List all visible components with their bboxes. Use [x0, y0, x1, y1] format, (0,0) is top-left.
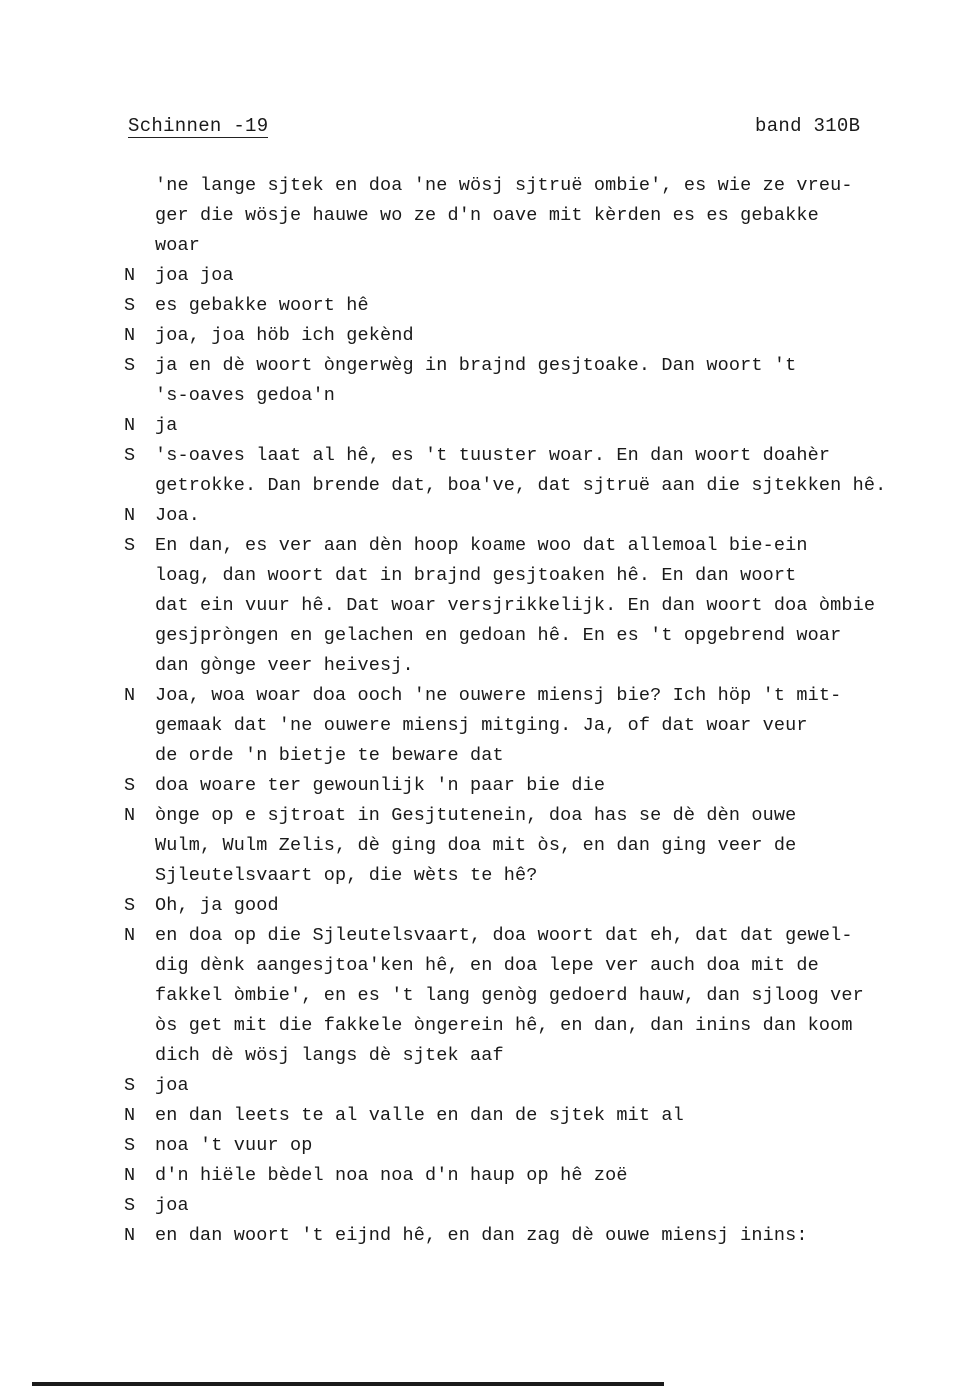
line-text: en dan leets te al valle en dan de sjtek mit al	[155, 1105, 684, 1126]
transcript-line	[124, 381, 954, 411]
speaker-label: S	[124, 775, 136, 796]
transcript-line	[124, 621, 954, 651]
transcript-line	[124, 1041, 954, 1071]
transcript-line	[124, 681, 954, 711]
speaker-label: N	[124, 265, 136, 286]
transcript-line	[124, 1161, 954, 1191]
speaker-label: N	[124, 1225, 136, 1246]
speaker-label	[124, 591, 155, 621]
speaker-label	[124, 981, 155, 1011]
transcript-line	[124, 561, 954, 591]
line-text: Joa.	[155, 505, 201, 526]
speaker-label	[124, 711, 155, 741]
speaker-label	[124, 831, 155, 861]
line-text: doa woare ter gewounlijk 'n paar bie die	[155, 775, 606, 796]
speaker-label: S	[124, 1195, 136, 1216]
line-text: dig dènk aangesjtoa'ken hê, en doa lepe ver auch doa mit de	[155, 955, 819, 976]
line-text: 's-oaves gedoa'n	[155, 385, 336, 406]
bottom-rule	[32, 1382, 664, 1386]
transcript-line	[124, 861, 954, 891]
line-text: òs get mit die fakkele òngerein hê, en dan, dan inins dan koom	[155, 1015, 853, 1036]
speaker-label: N	[124, 1105, 136, 1126]
speaker-label: S	[124, 1075, 136, 1096]
line-text: En dan, es ver aan dèn hoop koame woo dat allemoal bie-ein	[155, 535, 808, 556]
line-text: woar	[155, 235, 201, 256]
speaker-label	[124, 951, 155, 981]
transcript-line	[124, 411, 954, 441]
speaker-label	[124, 741, 155, 771]
line-text: ja	[155, 415, 178, 436]
line-text: dat ein vuur hê. Dat woar versjrikkelijk. En dan woort doa òmbie	[155, 595, 876, 616]
speaker-label: N	[124, 325, 136, 346]
speaker-label	[124, 561, 155, 591]
line-text: de orde 'n bietje te beware dat	[155, 745, 504, 766]
speaker-label	[124, 861, 155, 891]
line-text: joa joa	[155, 265, 234, 286]
transcript-line	[124, 471, 954, 501]
line-text: getrokke. Dan brende dat, boa've, dat sjtruë aan die sjtekken hê.	[155, 475, 887, 496]
speaker-label: N	[124, 685, 136, 706]
line-text: d'n hiële bèdel noa noa d'n haup op hê zoë	[155, 1165, 628, 1186]
line-text: joa	[155, 1075, 189, 1096]
line-text: joa, joa höb ich gekènd	[155, 325, 414, 346]
speaker-label	[124, 651, 155, 681]
transcript-line	[124, 651, 954, 681]
line-text: es gebakke woort hê	[155, 295, 369, 316]
speaker-label	[124, 1041, 155, 1071]
transcript-line	[124, 1131, 954, 1161]
line-text: noa 't vuur op	[155, 1135, 313, 1156]
transcript-line	[124, 321, 954, 351]
transcript-line	[124, 1101, 954, 1131]
speaker-label: N	[124, 415, 136, 436]
speaker-label: N	[124, 1165, 136, 1186]
speaker-label	[124, 471, 155, 501]
speaker-label: S	[124, 445, 136, 466]
transcript-line	[124, 171, 954, 201]
speaker-label: S	[124, 1135, 136, 1156]
speaker-label	[124, 171, 155, 201]
transcript-line	[124, 771, 954, 801]
line-text: 's-oaves laat al hê, es 't tuuster woar. En dan woort doahèr	[155, 445, 831, 466]
speaker-label: S	[124, 895, 136, 916]
line-text: ja en dè woort òngerwèg in brajnd gesjtoake. Dan woort 't	[155, 355, 797, 376]
transcript-line	[124, 891, 954, 921]
line-text: gesjpròngen en gelachen en gedoan hê. En es 't opgebrend woar	[155, 625, 842, 646]
speaker-label: S	[124, 355, 136, 376]
speaker-label	[124, 231, 155, 261]
transcript-line	[124, 741, 954, 771]
line-text: loag, dan woort dat in brajnd gesjtoaken hê. En dan woort	[155, 565, 797, 586]
line-text: Oh, ja good	[155, 895, 279, 916]
line-text: dan gònge veer heivesj.	[155, 655, 414, 676]
line-text: en dan woort 't eijnd hê, en dan zag dè ouwe miensj inins:	[155, 1225, 808, 1246]
transcript-line	[124, 501, 954, 531]
line-text: dich dè wösj langs dè sjtek aaf	[155, 1045, 504, 1066]
transcript-line	[124, 1071, 954, 1101]
transcript-line	[124, 231, 954, 261]
transcript-line	[124, 801, 954, 831]
speaker-label: N	[124, 805, 136, 826]
line-text: en doa op die Sjleutelsvaart, doa woort dat eh, dat dat gewel-	[155, 925, 853, 946]
speaker-label	[124, 381, 155, 411]
speaker-label	[124, 201, 155, 231]
speaker-label: S	[124, 535, 136, 556]
line-text: fakkel òmbie', en es 't lang genòg gedoerd hauw, dan sjloog ver	[155, 985, 864, 1006]
transcript-line	[124, 951, 954, 981]
transcript-line	[124, 531, 954, 561]
line-text: joa	[155, 1195, 189, 1216]
header-location: Schinnen -19	[128, 115, 269, 137]
transcript-line	[124, 441, 954, 471]
speaker-label	[124, 1011, 155, 1041]
transcript-line	[124, 351, 954, 381]
transcript-line	[124, 1011, 954, 1041]
line-text: Joa, woa woar doa ooch 'ne ouwere miensj bie? Ich höp 't mit-	[155, 685, 842, 706]
transcript-line	[124, 831, 954, 861]
transcript-line	[124, 711, 954, 741]
transcript-line	[124, 1191, 954, 1221]
transcript-line	[124, 291, 954, 321]
transcript	[124, 171, 954, 1251]
transcript-line	[124, 1221, 954, 1251]
speaker-label: S	[124, 295, 136, 316]
transcript-line	[124, 981, 954, 1011]
line-text: gemaak dat 'ne ouwere miensj mitging. Ja, of dat woar veur	[155, 715, 808, 736]
transcript-line	[124, 201, 954, 231]
line-text: Sjleutelsvaart op, die wèts te hê?	[155, 865, 538, 886]
speaker-label: N	[124, 505, 136, 526]
line-text: ger die wösje hauwe wo ze d'n oave mit kèrden es es gebakke	[155, 205, 819, 226]
header-tape-id: band 310B	[755, 115, 861, 137]
speaker-label	[124, 621, 155, 651]
line-text: Wulm, Wulm Zelis, dè ging doa mit òs, en dan ging veer de	[155, 835, 797, 856]
line-text: 'ne lange sjtek en doa 'ne wösj sjtruë ombie', es wie ze vreu-	[155, 175, 853, 196]
transcript-line	[124, 261, 954, 291]
line-text: ònge op e sjtroat in Gesjtutenein, doa has se dè dèn ouwe	[155, 805, 797, 826]
transcript-line	[124, 921, 954, 951]
transcript-line	[124, 591, 954, 621]
speaker-label: N	[124, 925, 136, 946]
